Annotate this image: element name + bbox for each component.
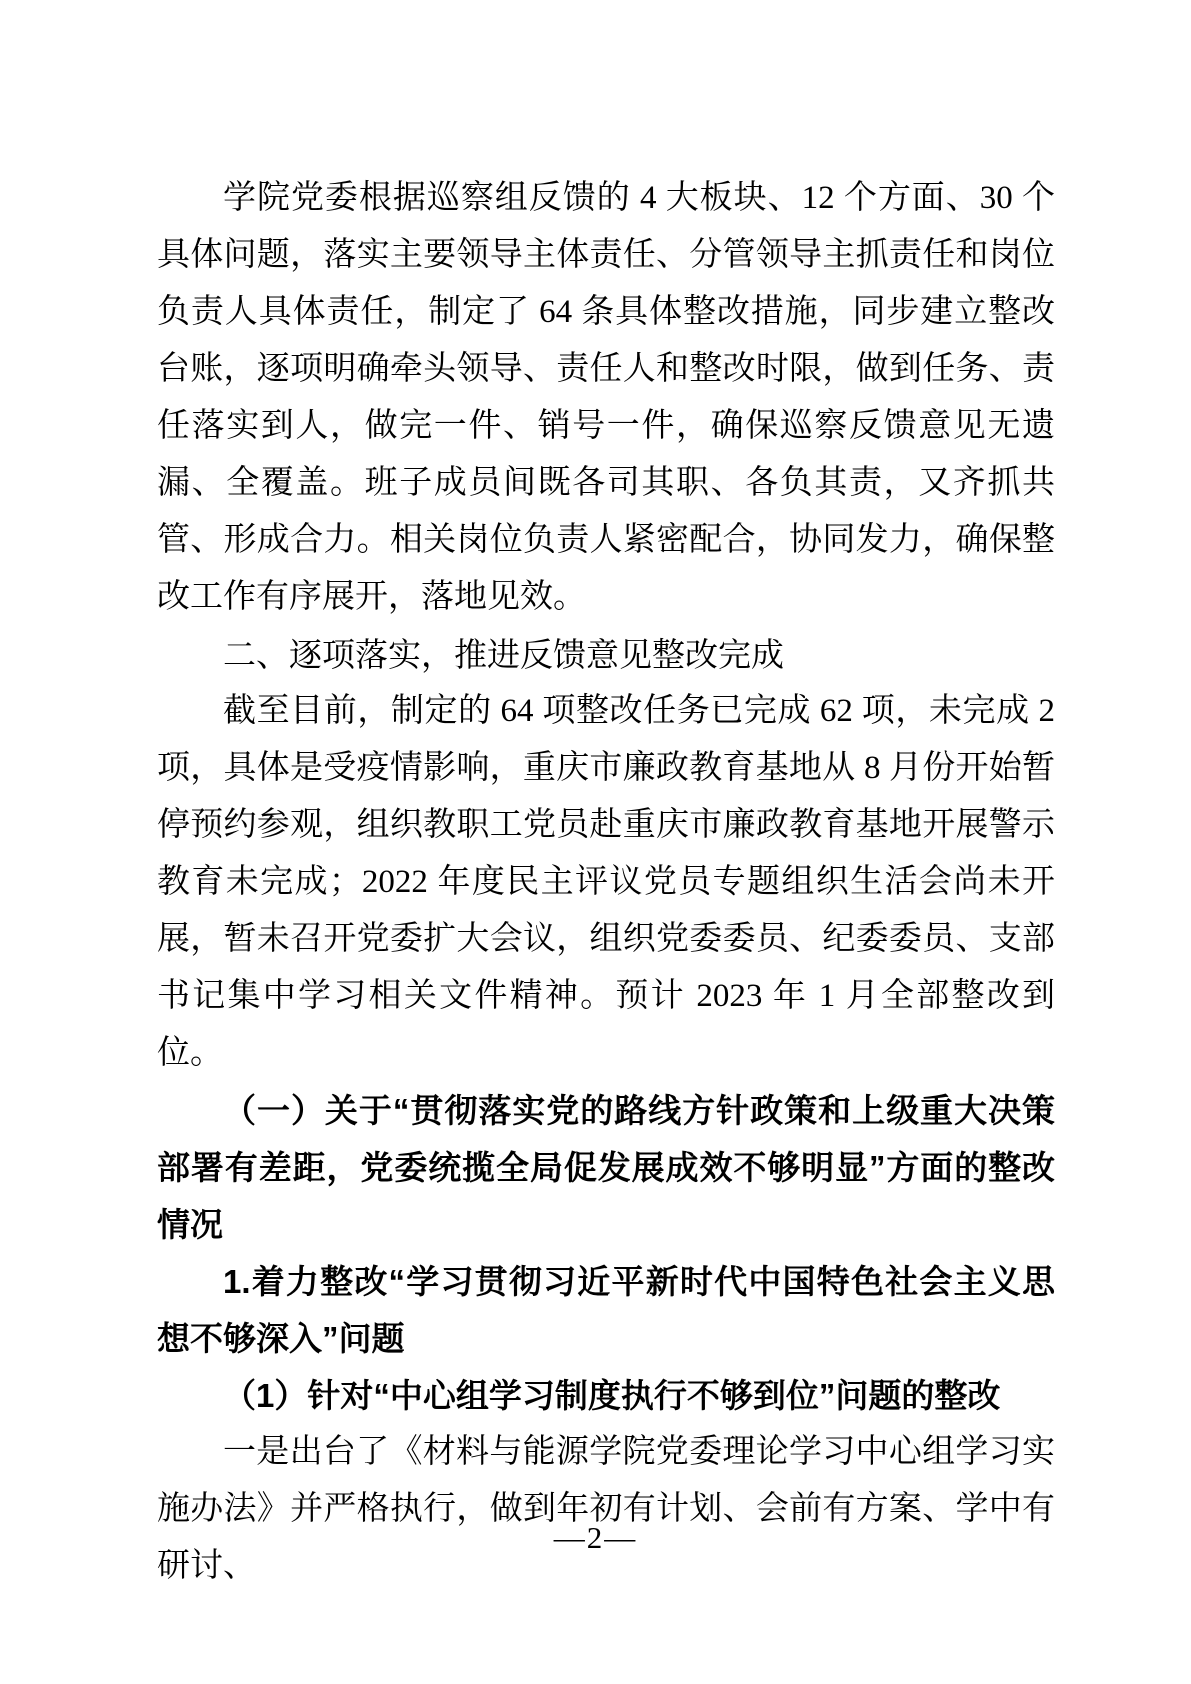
paragraph-progress-status: 截至目前，制定的 64 项整改任务已完成 62 项，未完成 2 项，具体是受疫情影响，重庆市廉政教育基地从 8 月份开始暂停预约参观，组织教职工党员赴重庆市廉政教育基地开展警示教育未完成；2022 年度民主评议党员专题组织生活会尚未开展，暂未召开党委扩大会议，组织党委委员、纪委委员、支部书记集中学习相关文件精神。预计 2023 年 1 月全部整改到位。 bbox=[157, 693, 1056, 1071]
document-content bbox=[157, 170, 1055, 1595]
paragraph-measure-one: 一是出台了《材料与能源学院党委理论学习中心组学习实施办法》并严格执行，做到年初有计划、会前有方案、学中有研讨、 bbox=[157, 1434, 1055, 1584]
page-number: —2— bbox=[553, 1520, 638, 1555]
paragraph-overview-measures: 学院党委根据巡察组反馈的 4 大板块、12 个方面、30 个具体问题，落实主要领导主体责任、分管领导主抓责任和岗位负责人具体责任，制定了 64 条具体整改措施，同步建立整改台账，逐项明确牵头领导、责任人和整改时限，做到任务、责任落实到人，做完一件、销号一件，确保巡察反馈意见无遗漏、全覆盖。班子成员间既各司其职、各负其责，又齐抓共管、形成合力。相关岗位负责人紧密配合，协同发力，确保整改工作有序展开，落地见效。 bbox=[157, 180, 1055, 615]
heading-problem-1-rectification: （1）针对“中心组学习制度执行不够到位”问题的整改 bbox=[223, 1377, 1001, 1414]
heading-subsection-one: （一）关于“贯彻落实党的路线方针政策和上级重大决策部署有差距，党委统揽全局促发展成效不够明显”方面的整改情况 bbox=[157, 1092, 1055, 1243]
heading-section-two: 二、逐项落实，推进反馈意见整改完成 bbox=[223, 636, 784, 673]
heading-issue-1: 1.着力整改“学习贯彻习近平新时代中国特色社会主义思想不够深入”问题 bbox=[157, 1263, 1055, 1357]
